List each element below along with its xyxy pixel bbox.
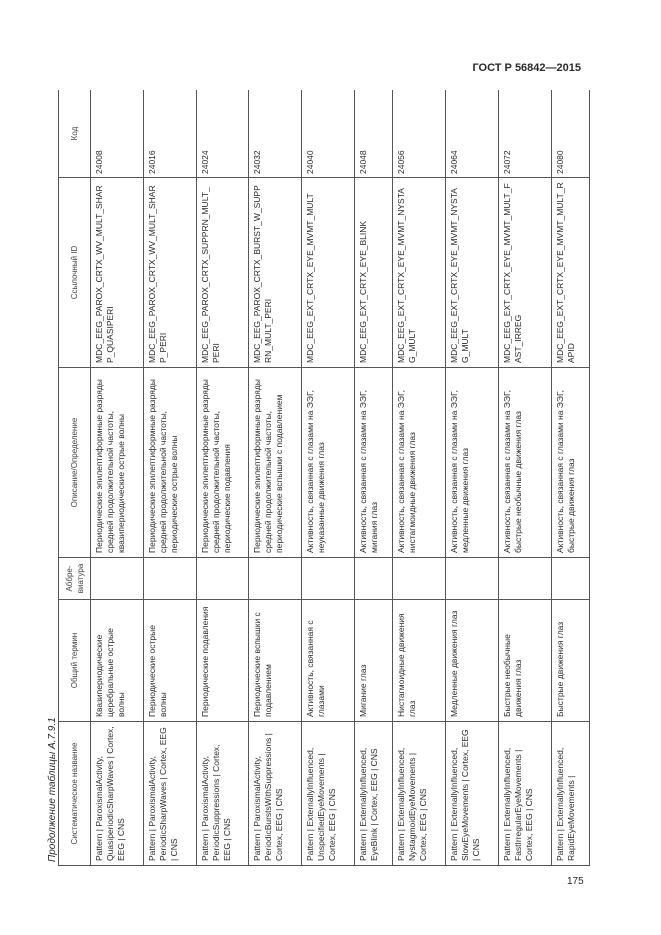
cell-abbr xyxy=(446,558,499,600)
table-row xyxy=(446,90,499,866)
cell-code: 24040 xyxy=(302,90,355,178)
cell-description: Активность, связанная с глазами на ЭЭГ, мигания глаз xyxy=(354,368,392,558)
cell-description: Активность, связанная с глазами на ЭЭГ, быстрые движения глаз xyxy=(551,368,589,558)
cell-code: 24064 xyxy=(446,90,499,178)
table-row xyxy=(551,90,589,866)
cell-description: Активность, связанная с глазами на ЭЭГ, медленные движения глаз xyxy=(446,368,499,558)
cell-name: Pattern | ExternallyInfluenced, FastIrregularEyeMovements | Cortex, EEG | CNS xyxy=(498,722,551,866)
cell-abbr xyxy=(302,558,355,600)
table-header-row xyxy=(59,90,91,866)
cell-term: Мигание глаз xyxy=(354,600,392,722)
cell-code: 24016 xyxy=(143,90,196,178)
cell-ref-id: MDC_EEG_PAROX_CRTX_SUPPRN_MULT_PERI xyxy=(196,178,249,368)
table-caption-text: Продолжение таблицы А.7.9.1 xyxy=(47,717,58,862)
col-header-ref-id: Ссылочный ID xyxy=(59,178,91,368)
document-header: ГОСТ Р 56842—2015 xyxy=(472,62,581,74)
cell-term: Нистагмоидные движения глаз xyxy=(393,600,446,722)
cell-abbr xyxy=(393,558,446,600)
cell-description: Периодические эпилептиформные разряды средней продолжительной частоты, периодические острые волны xyxy=(143,368,196,558)
cell-term: Быстрые движения глаз xyxy=(551,600,589,722)
cell-description: Активность, связанная с глазами на ЭЭГ, нистагмоидные движения глаз xyxy=(393,368,446,558)
cell-name: Pattern | ParoxismalActivity, PeriodicSuppressions | Cortex, EEG | CNS xyxy=(196,722,249,866)
cell-ref-id: MDC_EEG_PAROX_CRTX_WV_MULT_SHARP_QUASIPERI xyxy=(91,178,144,368)
cell-abbr xyxy=(249,558,302,600)
cell-name: Pattern | ExternallyInfluenced, UnspecifiedEyeMovements | Cortex, EEG | CNS xyxy=(302,722,355,866)
cell-name: Pattern | ParoxismalActivity, QuasiperiodicSharpWaves | Cortex, EEG | CNS xyxy=(91,722,144,866)
cell-ref-id: MDC_EEG_EXT_CRTX_EYE_MVMT_NYSTAG_MULT xyxy=(446,178,499,368)
table-frame xyxy=(58,90,590,866)
cell-abbr xyxy=(354,558,392,600)
cell-name: Pattern | ParoxismalActivity, PeriodicSharpWaves | Cortex, EEG | CNS xyxy=(143,722,196,866)
cell-ref-id: MDC_EEG_EXT_CRTX_EYE_MVMT_MULT_FAST_IRREG xyxy=(498,178,551,368)
cell-code: 24080 xyxy=(551,90,589,178)
cell-name: Pattern | ExternallyInfluenced, NystagmoidEyeMovements | Cortex, EEG | CNS xyxy=(393,722,446,866)
cell-ref-id: MDC_EEG_EXT_CRTX_EYE_MVMT_MULT xyxy=(302,178,355,368)
table-row xyxy=(302,90,355,866)
cell-ref-id: MDC_EEG_EXT_CRTX_EYE_MVMT_MULT_RAPID xyxy=(551,178,589,368)
cell-name: Pattern | ExternallyInfluenced, SlowEyeMovements | Cortex, EEG | CNS xyxy=(446,722,499,866)
cell-name: Pattern | ParoxismalActivity, PeriodicBurstsWithSuppressions | Cortex, EEG | CNS xyxy=(249,722,302,866)
table-row xyxy=(196,90,249,866)
cell-term: Периодические острые волны xyxy=(143,600,196,722)
cell-ref-id: MDC_EEG_PAROX_CRTX_WV_MULT_SHARP_PERI xyxy=(143,178,196,368)
col-header-name: Систематическое название xyxy=(59,722,91,866)
cell-code: 24032 xyxy=(249,90,302,178)
cell-term: Медленные движения глаз xyxy=(446,600,499,722)
cell-description: Периодические эпилептиформные разряды средней продолжительной частоты, квазипериодические острые волны xyxy=(91,368,144,558)
cell-code: 24024 xyxy=(196,90,249,178)
cell-description: Активность, связанная с глазами на ЭЭГ, быстрые необычные движения глаз xyxy=(498,368,551,558)
cell-description: Активность, связанная с глазами на ЭЭГ, неуказанные движения глаз xyxy=(302,368,355,558)
col-header-code: Код xyxy=(59,90,91,178)
cell-description: Периодические эпилептиформные разряды средней продолжительной частоты, периодические вспышки с подавлением xyxy=(249,368,302,558)
page-number: 175 xyxy=(567,876,584,887)
cell-abbr xyxy=(498,558,551,600)
cell-term: Периодические подавления xyxy=(196,600,249,722)
col-header-abbr: Аббре-виатура xyxy=(59,558,91,600)
cell-code: 24008 xyxy=(91,90,144,178)
cell-name: Pattern | ExternallyInfluenced, EyeBlink | Cortex, EEG | CNS xyxy=(354,722,392,866)
cell-ref-id: MDC_EEG_PAROX_CRTX_BURST_W_SUPPRN_MULT_PERI xyxy=(249,178,302,368)
cell-abbr xyxy=(143,558,196,600)
cell-term: Быстрые необычные движения глаз xyxy=(498,600,551,722)
rotated-table xyxy=(58,90,590,866)
table-row xyxy=(393,90,446,866)
cell-abbr xyxy=(91,558,144,600)
cell-abbr xyxy=(196,558,249,600)
table-row xyxy=(143,90,196,866)
cell-name: Pattern | ExternallyInfluenced, RapidEyeMovements | xyxy=(551,722,589,866)
table-row xyxy=(91,90,144,866)
table-row xyxy=(249,90,302,866)
cell-ref-id: MDC_EEG_EXT_CRTX_EYE_BLINK xyxy=(354,178,392,368)
table-row xyxy=(498,90,551,866)
cell-description: Периодические эпилептиформные разряды средней продолжительной частоты, периодические подавления xyxy=(196,368,249,558)
col-header-description: Описание/Определение xyxy=(59,368,91,558)
cell-code: 24056 xyxy=(393,90,446,178)
table-row xyxy=(354,90,392,866)
cell-code: 24048 xyxy=(354,90,392,178)
col-header-term: Общий термин xyxy=(59,600,91,722)
cell-term: Квазипериодические церебральные острые волны xyxy=(91,600,144,722)
cell-term: Периодические вспышки с подавлением xyxy=(249,600,302,722)
cell-abbr xyxy=(551,558,589,600)
table-caption xyxy=(42,692,58,862)
cell-ref-id: MDC_EEG_EXT_CRTX_EYE_MVMT_NYSTAG_MULT xyxy=(393,178,446,368)
cell-code: 24072 xyxy=(498,90,551,178)
terms-table xyxy=(58,90,590,866)
cell-term: Активность, связанная с глазами xyxy=(302,600,355,722)
